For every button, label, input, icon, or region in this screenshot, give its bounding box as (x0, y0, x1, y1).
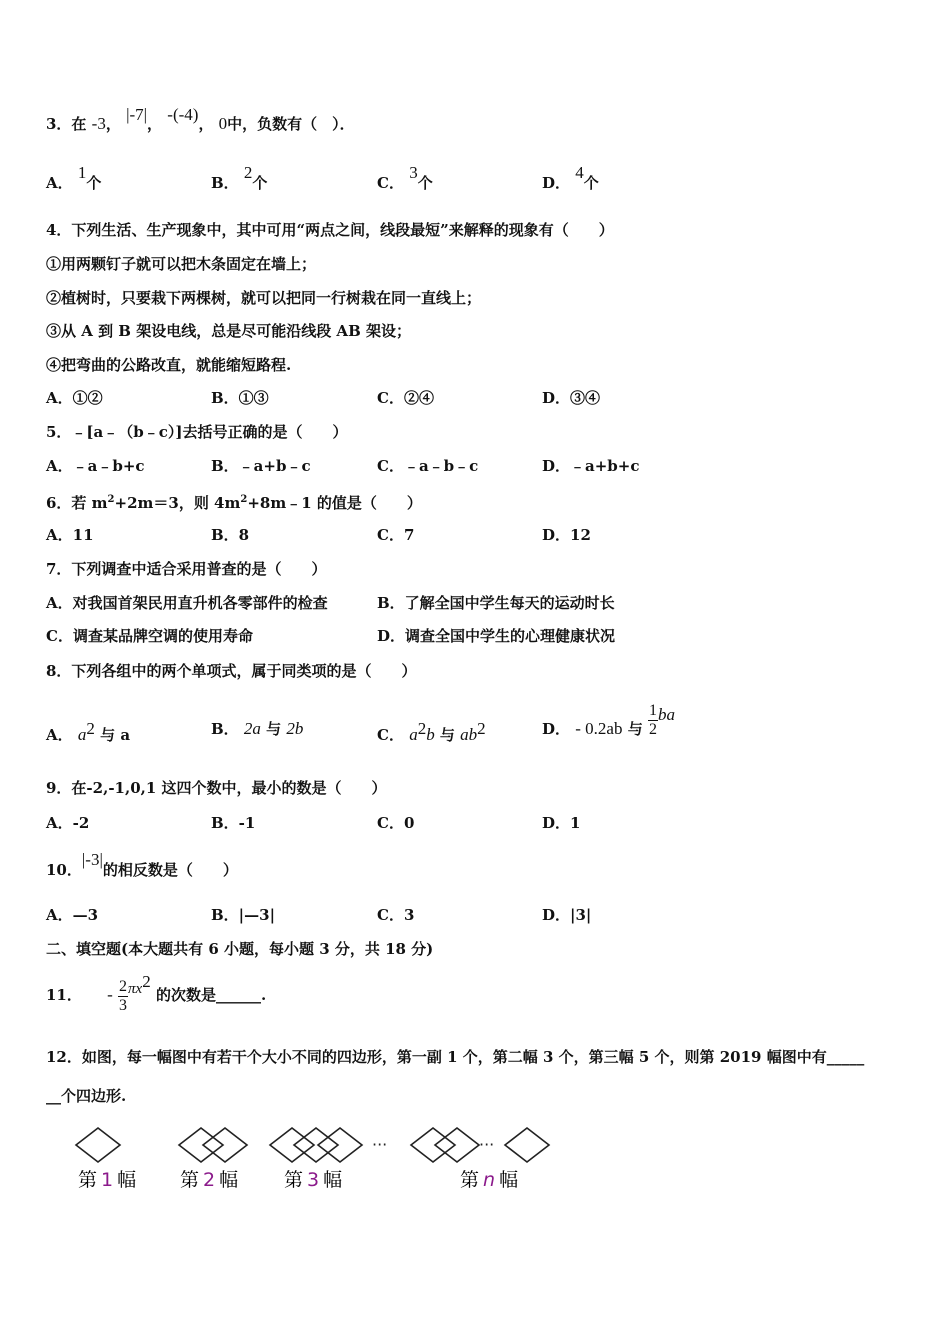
caption-figure-n: 第 n 幅 (460, 1169, 519, 1191)
q12-stem-line-2: __个四边形. (46, 1087, 127, 1105)
q8-option-a[interactable]: A． $a^2$ 与 a (46, 719, 131, 744)
q7-option-d[interactable]: D．调查全国中学生的心理健康状况 (377, 627, 616, 645)
q6-option-d[interactable]: D．12 (542, 526, 591, 544)
q5-stem: 5．﹣[a﹣（b﹣c）]去括号正确的是（ ） (46, 423, 348, 441)
q12-figure (70, 1118, 570, 1202)
q8-option-d[interactable]: D． - 0.2ab 与 $\frac{1}{2}$ ba (542, 701, 675, 738)
q10-option-a[interactable]: A．—3 (46, 906, 99, 924)
q11-fraction: $\frac{2}{3}$ (119, 977, 128, 1014)
q4-item-1: ①用两颗钉子就可以把木条固定在墙上； (46, 255, 317, 273)
diamond-pattern-figure (70, 1118, 570, 1198)
figure-3-diamond-2 (294, 1128, 338, 1162)
q7-option-c[interactable]: C．调查某品牌空调的使用寿命 (46, 627, 253, 645)
q6-option-a[interactable]: A．11 (46, 526, 94, 544)
q11-stem: 11． - $\frac{2}{3}$ $\pi x^2$ 的次数是______. (46, 972, 267, 1014)
q3-option-c[interactable]: C． 3个 (377, 163, 433, 192)
q9-stem: 9．在-2,-1,0,1 这四个数中，最小的数是（ ） (46, 779, 387, 797)
q7-option-a[interactable]: A．对我国首架民用直升机各零部件的检查 (46, 594, 328, 612)
q8-fraction: $\frac{1}{2}$ (648, 701, 657, 738)
q4-option-d[interactable]: D．③④ (542, 389, 601, 407)
figure-n-diamond-2 (435, 1128, 479, 1162)
q4-item-2: ②植树时，只要栽下两棵树，就可以把同一行树栽在同一直线上； (46, 289, 482, 307)
q9-option-a[interactable]: A．-2 (46, 814, 90, 832)
q4-item-3: ③从 A 到 B 架设电线，总是尽可能沿线段 AB 架设； (46, 322, 411, 340)
q5-option-d[interactable]: D．﹣a+b+c (542, 457, 640, 475)
figure-3-diamond-1 (270, 1128, 314, 1162)
q9-option-c[interactable]: C．0 (377, 814, 415, 832)
q3-term-4: 0 (218, 114, 228, 133)
q5-option-a[interactable]: A．﹣a﹣b+c (46, 457, 145, 475)
q9-option-b[interactable]: B．-1 (211, 814, 256, 832)
q5-option-b[interactable]: B．﹣a+b﹣c (211, 457, 311, 475)
caption-figure-1: 第 1 幅 (78, 1169, 137, 1191)
figure-1-diamond (76, 1128, 120, 1162)
q3-option-d[interactable]: D． 4个 (542, 163, 599, 192)
figure-ellipsis-1: ··· (372, 1135, 388, 1154)
q4-stem: 4．下列生活、生产现象中，其中可用“两点之间，线段最短”来解释的现象有（ ） (46, 221, 614, 239)
q3-option-a[interactable]: A． 1个 (46, 163, 102, 192)
q3-tail: 中，负数有（ ）． (227, 115, 355, 133)
q6-stem: 6．若 $m^2+2m=3$，则 $4m^2+8m﹣1$ 的值是（ ） (46, 494, 422, 512)
q4-option-c[interactable]: C．②④ (377, 389, 434, 407)
q10-option-c[interactable]: C．3 (377, 906, 415, 924)
q3-stem: 3．在 -3， |-7|， -(-4)， 0中，负数有（ ）． (46, 105, 355, 133)
figure-3-diamond-3 (318, 1128, 362, 1162)
q3-term-3: -(-4) (167, 105, 199, 124)
q8-option-b[interactable]: B． 2a 与 2b (211, 719, 304, 738)
q4-option-b[interactable]: B．①③ (211, 389, 269, 407)
section-2-heading: 二、填空题(本大题共有 6 小题，每小题 3 分，共 18 分) (46, 940, 434, 958)
figure-2-diamond-1 (179, 1128, 223, 1162)
q4-option-a[interactable]: A．①② (46, 389, 103, 407)
figure-2-diamond-2 (203, 1128, 247, 1162)
caption-figure-3: 第 3 幅 (284, 1169, 343, 1191)
q10-stem: 10．|-3|的相反数是（ ） (46, 850, 238, 879)
q9-option-d[interactable]: D．1 (542, 814, 581, 832)
q10-option-b[interactable]: B．|—3| (211, 906, 276, 924)
q4-item-4: ④把弯曲的公路改直，就能缩短路程. (46, 356, 292, 374)
q6-option-c[interactable]: C．7 (377, 526, 415, 544)
q10-option-d[interactable]: D．|3| (542, 906, 592, 924)
q3-term-1: -3 (91, 114, 106, 133)
q3-number: 3．在 (46, 115, 87, 133)
q10-expression: |-3| (81, 850, 103, 869)
q3-term-2: |-7| (126, 105, 148, 124)
figure-n-diamond-1 (411, 1128, 455, 1162)
caption-figure-2: 第 2 幅 (180, 1169, 239, 1191)
q8-option-c[interactable]: C． $a^2b$ 与 $ab^2$ (377, 719, 486, 744)
q8-stem: 8．下列各组中的两个单项式，属于同类项的是（ ） (46, 662, 417, 680)
q3-option-b[interactable]: B． 2个 (211, 163, 268, 192)
q7-stem: 7．下列调查中适合采用普查的是（ ） (46, 560, 327, 578)
q7-option-b[interactable]: B．了解全国中学生每天的运动时长 (377, 594, 615, 612)
q5-option-c[interactable]: C．﹣a﹣b﹣c (377, 457, 479, 475)
q6-option-b[interactable]: B．8 (211, 526, 250, 544)
figure-ellipsis-2: ··· (479, 1135, 495, 1154)
q12-stem-line-1: 12．如图，每一幅图中有若干个大小不同的四边形，第一副 1 个，第二幅 3 个，第三幅 5 个，则第 2019 幅图中有_____ (46, 1048, 865, 1066)
figure-n-diamond-last (505, 1128, 549, 1162)
